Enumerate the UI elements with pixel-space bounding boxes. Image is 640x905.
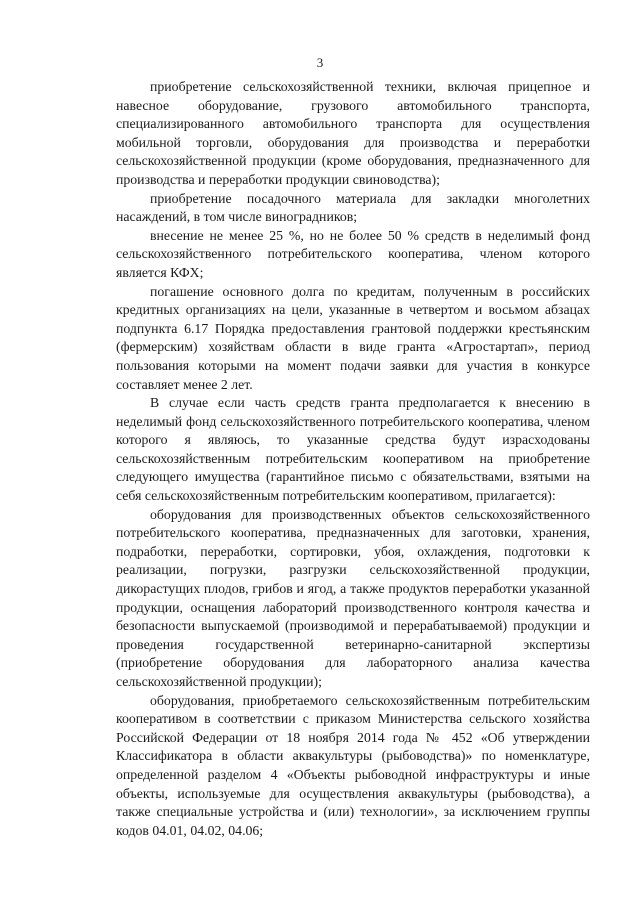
page-number: 3: [316, 55, 324, 70]
paragraph-cooperative-case: В случае если часть средств гранта предполагается к внесению в неделимый фонд сельскохозяйственного потребительского кооператива, членом которого я являюсь, то указанные средства будут израсходованы сельскохозяйственным потребительским кооперативом на приобретение следующего имущества (гарантийное письмо с обязательствами, взятыми на себя сельскохозяйственным потребительским кооперативом, прилагается):: [116, 395, 590, 504]
paragraph-production-equipment: оборудования для производственных объектов сельскохозяйственного потребительского кооператива, предназначенных для заготовки, хранения, подработки, переработки, сортировки, убоя, охлаждения, подготовки к реализации, погрузки, разгрузки сельскохозяйственной продукции, дикорастущих плодов, грибов и ягод, а также продуктов переработки указанной продукции, оснащения лабораторий производственного контроля качества и безопасности выпускаемой (производимой и перерабатываемой) продукции и проведения государственной ветеринарно-санитарной экспертизы (приобретение оборудования для лабораторного анализа качества сельскохозяйственной продукции);: [116, 506, 590, 689]
paragraph-planting-material: приобретение посадочного материала для закладки многолетних насаждений, в том числе виноградников;: [116, 190, 590, 225]
paragraph-loan-repayment: погашение основного долга по кредитам, полученным в российских кредитных организациях на цели, указанные в четвертом и восьмом абзацах подпункта 6.17 Порядка предоставления грантовой поддержки крестьянским (фермерским) хозяйствам области в виде гранта «Агростартап», период пользования которыми на момент подачи заявки для участия в конкурсе составляет менее 2 лет.: [116, 283, 590, 392]
paragraph-equipment-purchase: приобретение сельскохозяйственной техники, включая прицепное и навесное оборудование, грузового автомобильного транспорта, специализированного автомобильного транспорта для осуществления мобильной торговли, оборудования для производства и переработки сельскохозяйственной продукции (кроме оборудования, предназначенного для производства и переработки продукции свиноводства);: [116, 79, 590, 187]
document-body: [116, 78, 590, 840]
paragraph-aquaculture-equipment: оборудования, приобретаемого сельскохозяйственным потребительским кооперативом в соответствии с приказом Министерства сельского хозяйства Российской Федерации от 18 ноября 2014 года № 452 «Об утверждении Классификатора в области аквакультуры (рыбоводства)» по номенклатуре, определенной разделом 4 «Объекты рыбоводной инфраструктуры и иные объекты, используемые для осуществления аквакультуры (рыбоводства), а также специальные устройства и (или) технологии», за исключением группы кодов 04.01, 04.02, 04.06;: [116, 692, 590, 838]
paragraph-cooperative-fund: внесение не менее 25 %, но не более 50 % средств в неделимый фонд сельскохозяйственного потребительского кооператива, членом которого является КФХ;: [116, 227, 590, 280]
